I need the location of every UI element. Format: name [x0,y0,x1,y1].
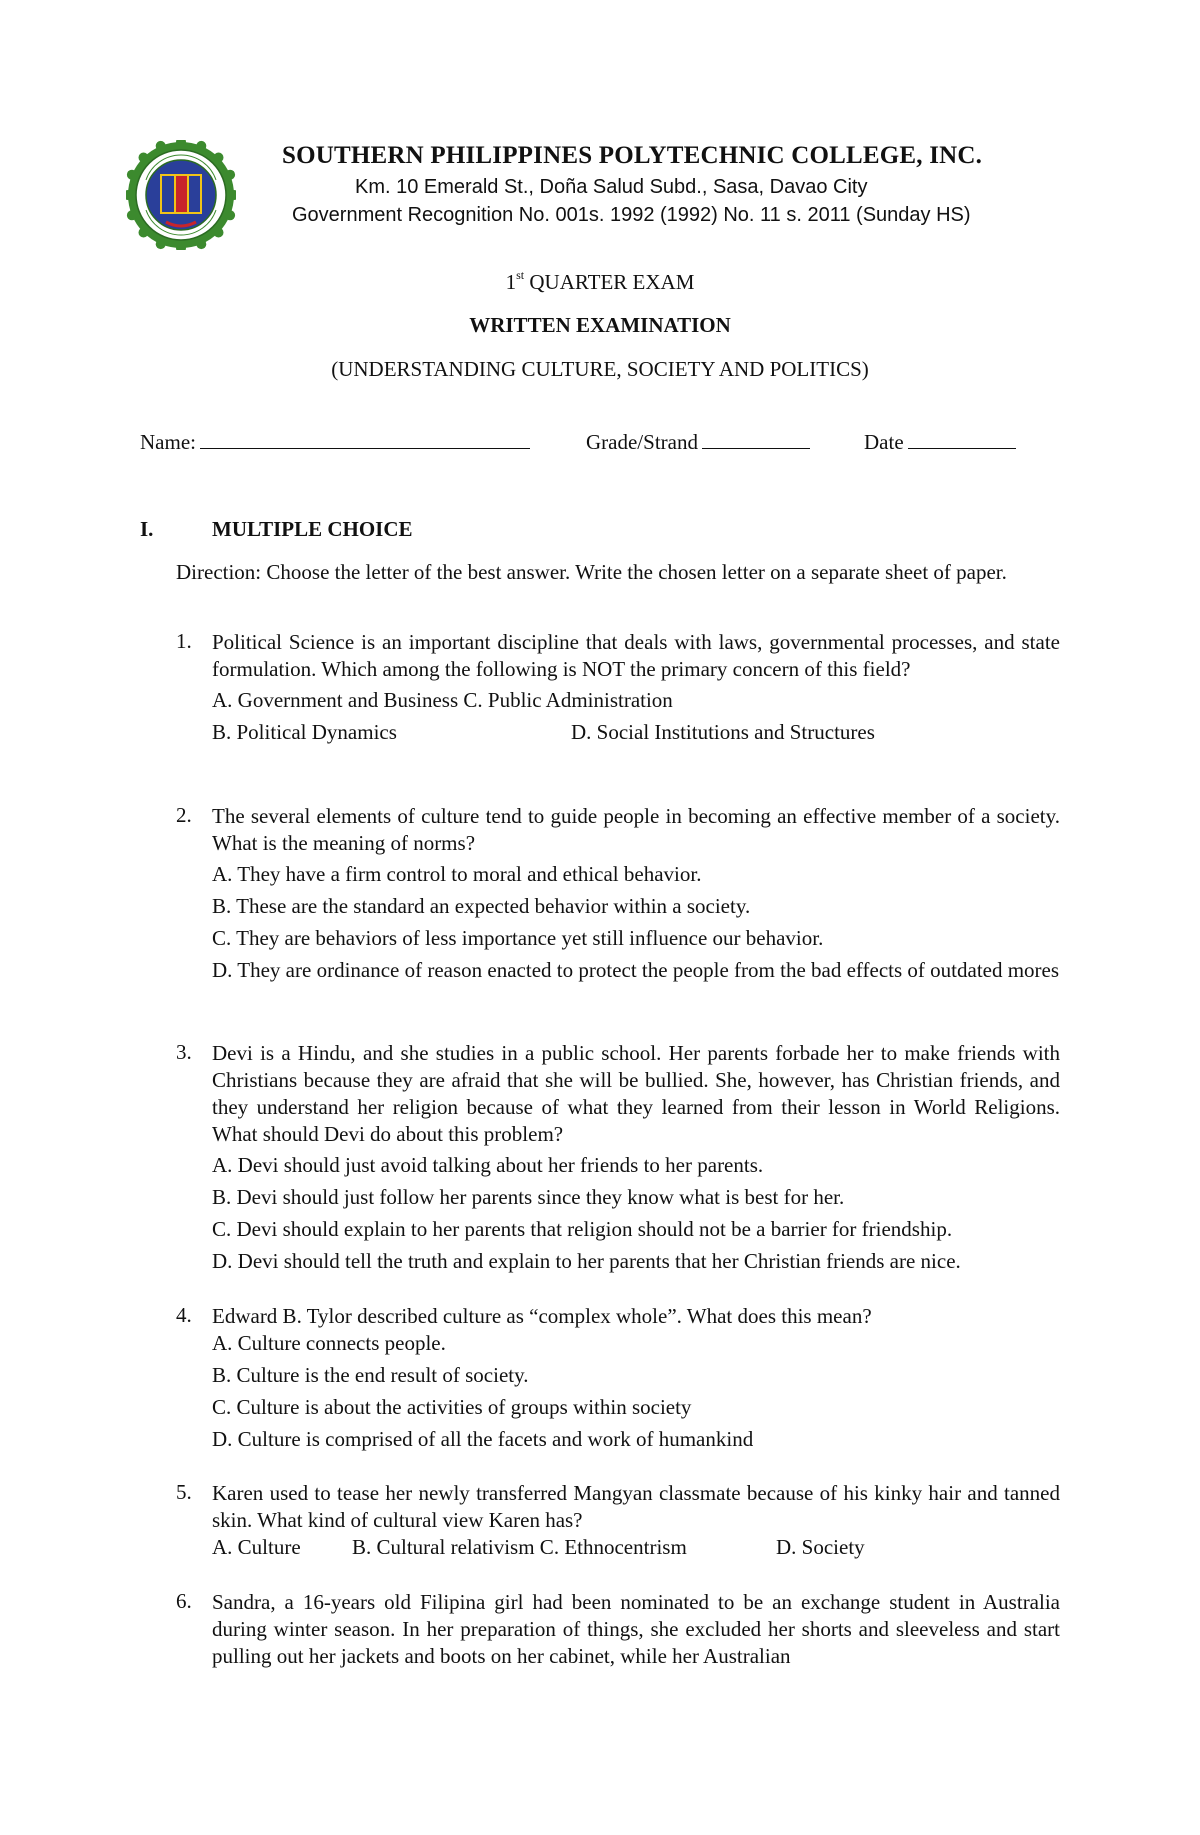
government-recognition: Government Recognition No. 001s. 1992 (1992) No. 11 s. 2011 (Sunday HS) [292,204,971,226]
exam-subject: (UNDERSTANDING CULTURE, SOCIETY AND POLITICS) [331,357,869,381]
option-a-c: A. Government and Business C. Public Administration [212,688,673,712]
question-number: 6. [176,1589,192,1613]
option-b: B. Political Dynamics [212,720,397,744]
question-number: 3. [176,1040,192,1064]
question-2 [176,803,1060,984]
question-3 [176,1040,1060,1275]
question-stem: Sandra, a 16-years old Filipina girl had been nominated to be an exchange student in Australia during winter season. In her preparation of things, she excluded her shorts and sleeveless and start pulling out her jackets and boots on her cabinet, while her Australian [212,1590,1060,1668]
question-number: 2. [176,803,192,827]
exam-quarter-title: 1st QUARTER EXAM [505,268,695,294]
date-field[interactable] [864,430,1016,455]
question-6 [176,1589,1060,1670]
grade-strand-blank[interactable] [702,430,810,449]
question-number: 1. [176,629,192,653]
grade-strand-label: Grade/Strand [586,430,698,454]
option-a: A. Devi should just avoid talking about her friends to her parents. [212,1153,764,1177]
college-address: Km. 10 Emerald St., Doña Salud Subd., Sasa, Davao City [355,176,868,198]
option-c: C. Devi should explain to her parents that religion should not be a barrier for friendship. [212,1217,953,1241]
option-d: D. Social Institutions and Structures [571,720,875,744]
option-c: C. Culture is about the activities of groups within society [212,1395,692,1419]
option-c: C. They are behaviors of less importance yet still influence our behavior. [212,926,824,950]
section-number: I. [140,517,154,541]
option-d: D. Society [776,1535,865,1559]
question-5 [176,1480,1060,1561]
question-1 [176,629,1060,746]
date-blank[interactable] [908,430,1016,449]
college-name: SOUTHERN PHILIPPINES POLYTECHNIC COLLEGE, INC. [282,142,983,169]
option-a: A. Culture [212,1535,301,1559]
option-row [212,1534,1060,1561]
option-b: B. Culture is the end result of society. [212,1363,529,1387]
question-stem: Edward B. Tylor described culture as “complex whole”. What does this mean? [212,1304,872,1328]
option-a: A. They have a firm control to moral and ethical behavior. [212,862,702,886]
question-4 [176,1303,1060,1453]
grade-strand-field[interactable] [586,430,810,455]
option-a: A. Culture connects people. [212,1331,446,1355]
option-d: D. They are ordinance of reason enacted to protect the people from the bad effects of outdated mores [212,958,1060,982]
date-label: Date [864,430,904,454]
question-stem: The several elements of culture tend to guide people in becoming an effective member of a society. What is the meaning of norms? [212,804,1060,855]
college-seal-icon [126,140,236,250]
option-b: B. Devi should just follow her parents since they know what is best for her. [212,1185,845,1209]
section-title: MULTIPLE CHOICE [212,517,413,541]
option-d: D. Culture is comprised of all the facets and work of humankind [212,1427,754,1451]
name-label: Name: [140,430,196,454]
exam-type-title: WRITTEN EXAMINATION [469,313,731,337]
question-number: 4. [176,1303,192,1327]
option-b-c: B. Cultural relativism C. Ethnocentrism [352,1535,687,1559]
question-stem: Karen used to tease her newly transferred Mangyan classmate because of his kinky hair and tanned skin. What kind of cultural view Karen has? [212,1481,1060,1532]
section-direction: Direction: Choose the letter of the best answer. Write the chosen letter on a separate sheet of paper. [176,560,1007,584]
question-stem: Political Science is an important discipline that deals with laws, governmental processes, and state formulation. Which among the following is NOT the primary concern of this field? [212,630,1060,681]
name-field[interactable] [140,430,530,455]
question-stem: Devi is a Hindu, and she studies in a public school. Her parents forbade her to make friends with Christians because they are afraid that she will be bullied. She, however, has Christian friends, and they understand her religion because of what they learned from their lesson in World Religions. What should Devi do about this problem? [212,1041,1060,1146]
option-b: B. These are the standard an expected behavior within a society. [212,894,751,918]
option-d: D. Devi should tell the truth and explain to her parents that her Christian friends are nice. [212,1249,961,1273]
name-blank[interactable] [200,430,530,449]
option-row [212,719,1060,746]
question-number: 5. [176,1480,192,1504]
